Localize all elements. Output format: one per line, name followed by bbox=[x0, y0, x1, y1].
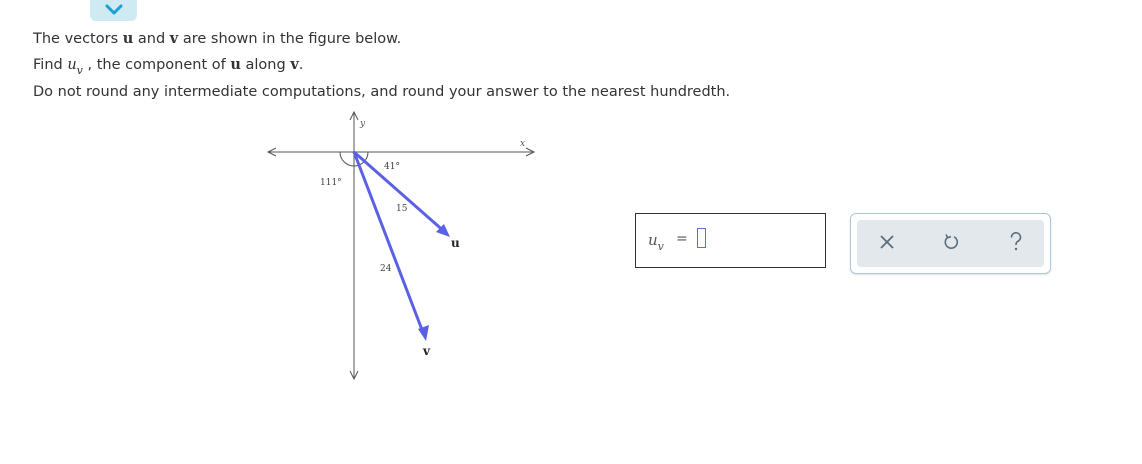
angle-v-label: 111° bbox=[320, 178, 342, 188]
equals-sign: = bbox=[676, 231, 688, 247]
answer-tools-panel bbox=[850, 213, 1051, 274]
problem-line-3: Do not round any intermediate computations, and round your answer to the nearest hundredth. bbox=[33, 84, 731, 100]
component-variable: u bbox=[67, 57, 77, 73]
question-icon bbox=[1007, 231, 1025, 257]
answer-box bbox=[635, 213, 826, 268]
problem-line-2 bbox=[33, 56, 303, 77]
axis-y-label: y bbox=[360, 119, 366, 129]
answer-tools-bar bbox=[857, 220, 1044, 267]
collapse-toggle-button[interactable] bbox=[90, 0, 137, 21]
help-button[interactable] bbox=[1001, 229, 1031, 259]
answer-variable: u bbox=[648, 231, 658, 249]
v-vector-label: v bbox=[423, 344, 430, 358]
text: along bbox=[240, 57, 291, 73]
axis-x-label: x bbox=[520, 139, 526, 149]
component-subscript: v bbox=[76, 64, 83, 77]
vector-u-arrow bbox=[354, 152, 450, 237]
vector-u-symbol: u bbox=[230, 56, 241, 73]
vector-v-symbol: v bbox=[169, 30, 179, 47]
undo-icon bbox=[942, 233, 960, 255]
angle-u-label: 41° bbox=[384, 162, 400, 172]
vector-figure bbox=[260, 108, 550, 388]
answer-label bbox=[648, 231, 664, 253]
clear-button[interactable] bbox=[872, 229, 902, 259]
text: the component of bbox=[92, 57, 231, 73]
u-vector-label: u bbox=[451, 236, 460, 250]
answer-input[interactable] bbox=[697, 228, 706, 248]
text: are shown in the figure below. bbox=[178, 31, 402, 47]
x-axis bbox=[268, 148, 534, 156]
undo-button[interactable] bbox=[936, 229, 966, 259]
text: and bbox=[133, 31, 170, 47]
v-magnitude-label: 24 bbox=[380, 264, 392, 274]
vector-v-arrow bbox=[354, 152, 429, 341]
text: Find bbox=[33, 57, 68, 73]
vector-u-symbol: u bbox=[122, 30, 134, 47]
problem-line-1 bbox=[33, 30, 401, 47]
text: , bbox=[82, 57, 93, 73]
x-icon bbox=[878, 233, 896, 255]
u-magnitude-label: 15 bbox=[396, 204, 408, 214]
answer-subscript: v bbox=[657, 240, 664, 253]
vector-v-symbol: v bbox=[290, 56, 299, 73]
text: . bbox=[298, 57, 304, 73]
chevron-down-icon bbox=[105, 1, 123, 20]
text: The vectors bbox=[33, 31, 123, 47]
